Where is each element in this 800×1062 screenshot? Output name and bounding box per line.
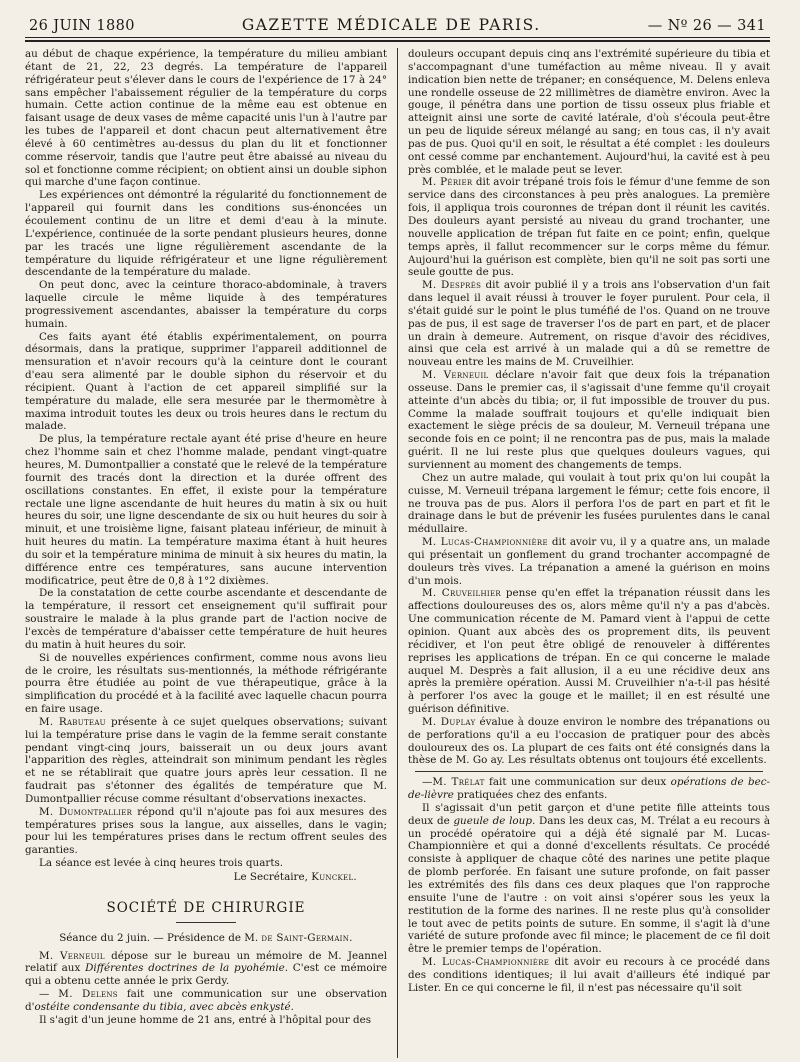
issue-number-page [648,18,766,34]
paragraph: Il s'agit d'un jeune homme de 21 ans, entré à l'hôpital pour des [39,1013,372,1026]
paragraph: douleurs occupant depuis cinq ans l'extrémité supérieure du tibia et s'accompagnant d'une tuméfaction au même niveau. Il y avait indication bien nette de trépaner; en conséquence, M. Delens enleva une rondelle osseuse de 22 millimètres de diamètre environ. Avec la gouge, il pénétra dans une portion de tissu osseux plus friable et atteignit ainsi une sorte de cavité latérale, d'où s'écoula peut-être un peu de liquide séreux mélangé au sang; en tous cas, il n'y avait pas de pus. Quoi qu'il en soit, le résultat a été complet : les douleurs ont cessé comme par enchantement. Aujourd'hui, la cavité est à peu près comblée, et le malade peut se lever. [408,48,770,176]
paragraph: M. Rabuteau présente à ce sujet quelques observations; suivant lui la température prise dans le vagin de la femme serait constante pendant vingt-cinq jours, baisserait un ou deux jours avant l'apparition des règles, atteindrait son minimum pendant les règles et ne se rétablirait que quatre jours après leur cessation. Il ne faudrait pas s'étonner des égalités de température que M. Dumontpallier récuse comme résultant d'observations inexactes. [25,715,387,805]
speaker-name: M. Duplay [422,715,476,728]
masthead-rule [25,40,770,42]
speaker-name: M. Lucas-Championnière [422,536,548,549]
paragraph: Il s'agissait d'un petit garçon et d'une petite fille atteints tous deux de gueule de loup. Dans les deux cas, M. Trélat a eu recours à un procédé opératoire qui a déjà été signalé par M. Lucas-Championnière et qui a donné d'excellents résultats. Ce procédé consiste à appliquer de chaque côté des narines une petite plaque de plomb perforée. En faisant une suture profonde, on fait passer les extrémités des fils dans ces deux plaques que l'on rapproche ensuite l'une de l'autre : on voit ainsi s'opérer sous les yeux la restitution de la forme des narines. Il ne reste plus qu'à consolider le tout avec de petits points de suture. En somme, il s'agit là d'une variété de suture profonde avec fil mince; le placement de ce fil doit être le premier temps de l'opération. [408,801,770,956]
section-rule [176,922,236,923]
section-separator [415,771,763,772]
paragraph: Les expériences ont démontré la régularité du fonctionnement de l'appareil qui fournit dans les conditions sus-énoncées un écoulement continu de un litre et demi d'eau à la minute. L'expérience, continuée de la sorte pendant plusieurs heures, donne par les tracés une ligne régulièrement ascendante de la température du liquide réfrigérateur et une ligne régulièrement descendante de la température du malade. [25,189,387,279]
speaker-name: M. Lucas-Championnière [422,956,550,969]
paragraph: La séance est levée à cinq heures trois quarts. [39,857,284,870]
issue-date: 26 JUIN 1880 [29,18,135,34]
paragraph: M. Lucas-Championnière dit avoir eu recours à ce procédé dans des conditions identiques; il lui avait d'ailleurs été indiqué par Lister. En ce qui concerne le fil, il n'est pas nécessaire qu'il soit [408,956,770,994]
paragraph: — M. Delens fait une communication sur une observation d'ostéite condensante du tibia, avec abcès enkysté. [25,988,387,1013]
paragraph: M. Duplay évalue à douze environ le nombre des trépanations ou de perforations qu'il a eu l'occasion de pratiquer pour des abcès douloureux des os. La plupart de ces faits ont été consignés dans la thèse de M. Go ay. Les résultats obtenus ont toujours été excellents. [408,715,770,767]
paragraph: On peut donc, avec la ceinture thoraco-abdominale, à travers laquelle circule le même liquide à des températures progressivement ascendantes, abaisser la température du corps humain. [25,279,387,330]
paragraph: M. Périer dit avoir trépané trois fois le fémur d'une femme de son service dans des circonstances à peu près analogues. La première fois, il appliqua trois couronnes de trépan dont il réunit les cavités. Des douleurs ayant persisté au niveau du grand trochanter, une nouvelle application de trépan fut faite en ce point; enfin, quelque temps après, il fallut recommencer sur le corps même du fémur. Aujourd'hui la guérison est complète, bien qu'il ne soit pas sorti une seule goutte de pus. [408,176,770,279]
issue-number: — Nº 26 — [647,18,733,34]
masthead [25,16,770,38]
paragraph: Si de nouvelles expériences confirment, comme nous avons lieu de le croire, les résultats sus-mentionnés, la méthode réfrigérante pourra être étudiée au point de vue thérapeutique, grâce à la simplification du procédé et à la facilité avec laquelle chacun pourra en faire usage. [25,651,387,716]
paragraph: M. Cruveilhier pense qu'en effet la trépanation réussit dans les affections douloureuses des os, alors même qu'il n'y a pas d'abcès. Une communication récente de M. Pamard vient à l'appui de cette opinion. Quant aux abcès des os proprement dits, ils peuvent récidiver, et l'on peut être obligé de renouveler à différentes reprises les applications de trépan. En ce qui concerne le malade auquel M. Desprès a fait allusion, il a eu une récidive deux ans après la première opération. Aussi M. Cruveilhier n'a-t-il pas hésité à perforer l'os avec la gouge et le maillet; il en est résulté une guérison définitive. [408,587,770,716]
paragraph: M. Dumontpallier répond qu'il n'ajoute pas foi aux mesures des températures prises sous la langue, aux aisselles, dans le vagin; pour lui les températures prises dans le rectum offrent seules des garanties. [25,805,387,857]
speaker-name: M. Desprès [422,279,482,292]
paragraph: M. Desprès dit avoir publié il y a trois ans l'observation d'un fait dans lequel il avait réussi à trouver le foyer purulent. Pour cela, il s'était guidé sur le point le plus tuméfié de l'os. Quand on ne trouve pas de pus, il est sage de traverser l'os de part en part, et de placer un drain à demeure. Autrement, on risque d'avoir des récidives, ainsi que cela est arrivé à un malade qui a dû se remettre de nouveau entre les mains de M. Cruveilhier. [408,279,770,369]
speaker-name: M. Dumontpallier [39,805,133,818]
speaker-name: M. Trélat [432,776,485,789]
paragraph: M. Lucas-Championnière dit avoir vu, il y a quatre ans, un malade qui présentait un gonflement du grand trochanter accompagné de douleurs très vives. La trépanation a amené la guérison en moins d'un mois. [408,536,770,587]
text-columns [25,48,770,1058]
paragraph: M. Verneuil déclare n'avoir fait que deux fois la trépanation osseuse. Dans le premier cas, il s'agissait d'une femme qu'il croyait atteinte d'un abcès du tibia; or, il fut impossible de trouver du pus. Comme la malade souffrait toujours et qu'elle indiquait bien exactement le siège précis de sa douleur, M. Verneuil trépana une seconde fois en ce point; il ne rencontra pas de pus, mais la malade guérit. Il ne lui reste plus que quelques douleurs vagues, qui surviennent au moment des changements de temps. [408,369,770,471]
paragraph: —M. Trélat fait une communication sur deux opérations de bec-de-lièvre pratiquées chez des enfants. [408,776,770,802]
paragraph: Chez un autre malade, qui voulait à tout prix qu'on lui coupât la cuisse, M. Verneuil trépana largement le fémur; cette fois encore, il ne trouva pas de pus. Alors il perfora l'os de part en part et fit le drainage dans le but de prévenir les fusées purulentes dans le canal médullaire. [408,471,770,536]
right-column [397,48,770,1058]
speaker-name: M. Périer [422,176,473,189]
secretary-signature: Le Secrétaire, Kunckel. [233,871,357,883]
speaker-name: M. Delens [58,988,118,1001]
paragraph: Ces faits ayant été établis expérimentalement, on pourra désormais, dans la pratique, supprimer l'appareil additionnel de mensuration et n'avoir recours qu'à la ceinture dont le courant d'eau sera alimenté par le double siphon du réservoir et du récipient. Quant à l'action de cet appareil simplifié sur la température du malade, elle sera mesurée par le thermomètre à maxima introduit toutes les deux ou trois heures dans le rectum du malade. [25,330,387,433]
paragraph: De la constatation de cette courbe ascendante et descendante de la température, il ressort cet enseignement qu'il suffirait pour soustraire le malade à la plus grande part de l'action nocive de l'excès de température d'abaisser cette température de huit heures du matin à huit heures du soir. [25,587,387,651]
left-column [25,48,397,1058]
speaker-name: M. Cruveilhier [422,587,501,600]
paragraph: De plus, la température rectale ayant été prise d'heure en heure chez l'homme sain et chez l'homme malade, pendant vingt-quatre heures, M. Dumontpallier a constaté que le relevé de la température fournit des tracés dont la direction et la durée offrent des oscillations constantes. En effet, il existe pour la température rectale une ligne ascendante de huit heures du matin à six ou huit heures du soir, une ligne descendante de six ou huit heures du soir à minuit, et une troisième ligne, faisant plateau inférieur, de minuit à huit heures du matin. La température maxima étant à huit heures du soir et la température minima de minuit à six heures du matin, la différence entre ces températures, sans aucune intervention modificatrice, peut être de 0,8 à 1°2 dixièmes. [25,433,387,587]
speaker-name: M. Verneuil [422,369,489,382]
paragraph: au début de chaque expérience, la température du milieu ambiant étant de 21, 22, 23 degrés. La température de l'appareil réfrigérateur peut s'élever dans le cours de l'expérience de 17 à 24° sans empêcher l'abaissement régulier de la température du corps humain. Cette action continue de la même eau est obtenue en faisant usage de deux vases de même capacité unis l'un à l'autre par les tubes de l'appareil et dont chacun peut alternativement être élevé à 60 centimètres au-dessus du plan du lit et fonctionner comme réservoir, tandis que l'autre peut être abaissé au niveau du sol et fonctionne comme récipient; on obtient ainsi un double siphon qui marche d'une façon continue. [25,48,387,189]
speaker-name: M. Verneuil [39,949,105,962]
section-title: SOCIÉTÉ DE CHIRURGIE [106,899,306,916]
session-line: Séance du 2 juin. — Présidence de M. de Saint-Germain. [59,931,353,944]
page-number: 341 [737,18,766,34]
speaker-name: M. Rabuteau [39,715,106,728]
paragraph: M. Verneuil dépose sur le bureau un mémoire de M. Jeannel relatif aux Différentes doctrines de la pyohémie. C'est ce mémoire qui a obtenu cette année le prix Gerdy. [25,949,388,988]
journal-title: GAZETTE MÉDICALE DE PARIS. [241,16,541,34]
